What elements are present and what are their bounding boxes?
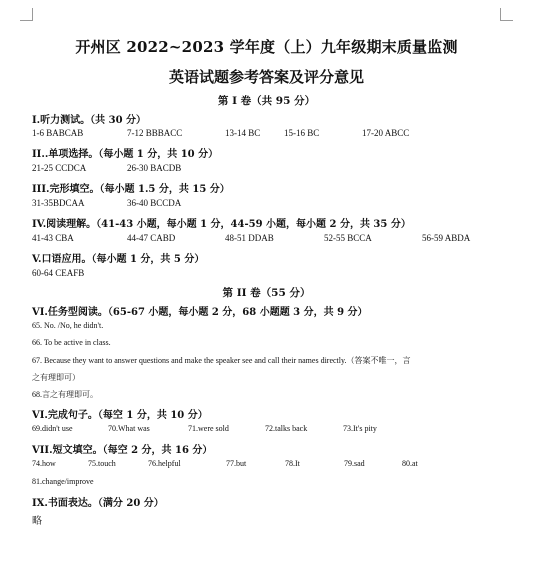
answer-group: 1-6 BABCAB <box>32 128 84 138</box>
section-7-heading: VI.完成句子。（每空 1 分，共 10 分） <box>32 410 208 421</box>
answer-group: 77.but <box>226 459 247 468</box>
answer-line: 略 <box>32 516 42 527</box>
volume-1-heading: 第 I 卷（共 95 分） <box>217 95 316 107</box>
section-9-heading: IX.书面表达。（满分 20 分） <box>32 498 164 509</box>
answer-group: 70.What was <box>108 424 150 433</box>
section-2-heading: II..单项选择。（每小题 1 分，共 10 分） <box>32 149 219 160</box>
answer-group: 73.It's pity <box>343 424 377 433</box>
answer-group: 52-55 BCCA <box>324 233 372 243</box>
answer-line: 之有理即可） <box>32 373 80 382</box>
answer-group: 79.sad <box>344 459 365 468</box>
section-6-heading: VI.任务型阅读。（65-67 小题，每小题 2 分，68 小题题 3 分，共 9 分） <box>32 307 368 318</box>
answer-group: 31-35BDCAA <box>32 198 85 208</box>
answer-group: 21-25 CCDCA <box>32 163 87 173</box>
answer-line: 68.言之有理即可。 <box>32 390 98 399</box>
answer-group: 26-30 BACDB <box>127 163 182 173</box>
answer-group: 60-64 CEAFB <box>32 268 85 278</box>
answer-group: 13-14 BC <box>225 128 261 138</box>
answer-group: 7-12 BBBACC <box>127 128 183 138</box>
answer-group: 48-51 DDAB <box>225 233 274 243</box>
section-8-heading: VII.短文填空。（每空 2 分，共 16 分） <box>32 445 213 456</box>
answer-group: 69.didn't use <box>32 424 73 433</box>
answer-group: 74.how <box>32 459 56 468</box>
page-corner-mark-right <box>500 8 513 21</box>
answer-group: 80.at <box>402 459 418 468</box>
answer-group: 72.talks back <box>265 424 308 433</box>
answer-line: 81.change/improve <box>32 477 94 486</box>
document-title: 开州区 2022~2023 学年度（上）九年级期末质量监测 <box>75 38 458 56</box>
answer-group: 76.helpful <box>148 459 181 468</box>
section-1-heading: I.听力测试。（共 30 分） <box>32 115 147 126</box>
section-4-heading: IV.阅读理解。（41-43 小题，每小题 1 分，44-59 小题，每小题 2 分，共 35 分） <box>32 219 411 230</box>
answer-group: 71.were sold <box>188 424 229 433</box>
answer-group: 44-47 CABD <box>127 233 176 243</box>
answer-group: 36-40 BCCDA <box>127 198 182 208</box>
section-3-heading: III.完形填空。（每小题 1.5 分，共 15 分） <box>32 184 230 195</box>
answer-line: 65. No. /No, he didn't. <box>32 321 104 330</box>
section-5-heading: V.口语应用。（每小题 1 分，共 5 分） <box>32 254 205 265</box>
page-corner-mark-left <box>20 8 33 21</box>
answer-group: 15-16 BC <box>284 128 320 138</box>
answer-group: 17-20 ABCC <box>362 128 410 138</box>
answer-group: 41-43 CBA <box>32 233 74 243</box>
answer-group: 56-59 ABDA <box>422 233 471 243</box>
answer-group: 75.touch <box>88 459 116 468</box>
answer-group: 78.It <box>285 459 300 468</box>
answer-line: 66. To be active in class. <box>32 338 111 347</box>
volume-2-heading: 第 II 卷（55 分） <box>222 287 311 299</box>
document-subtitle: 英语试题参考答案及评分意见 <box>168 68 364 86</box>
answer-line: 67. Because they want to answer questions and make the speaker see and call their names directly.（答案不唯一，言 <box>32 356 411 365</box>
